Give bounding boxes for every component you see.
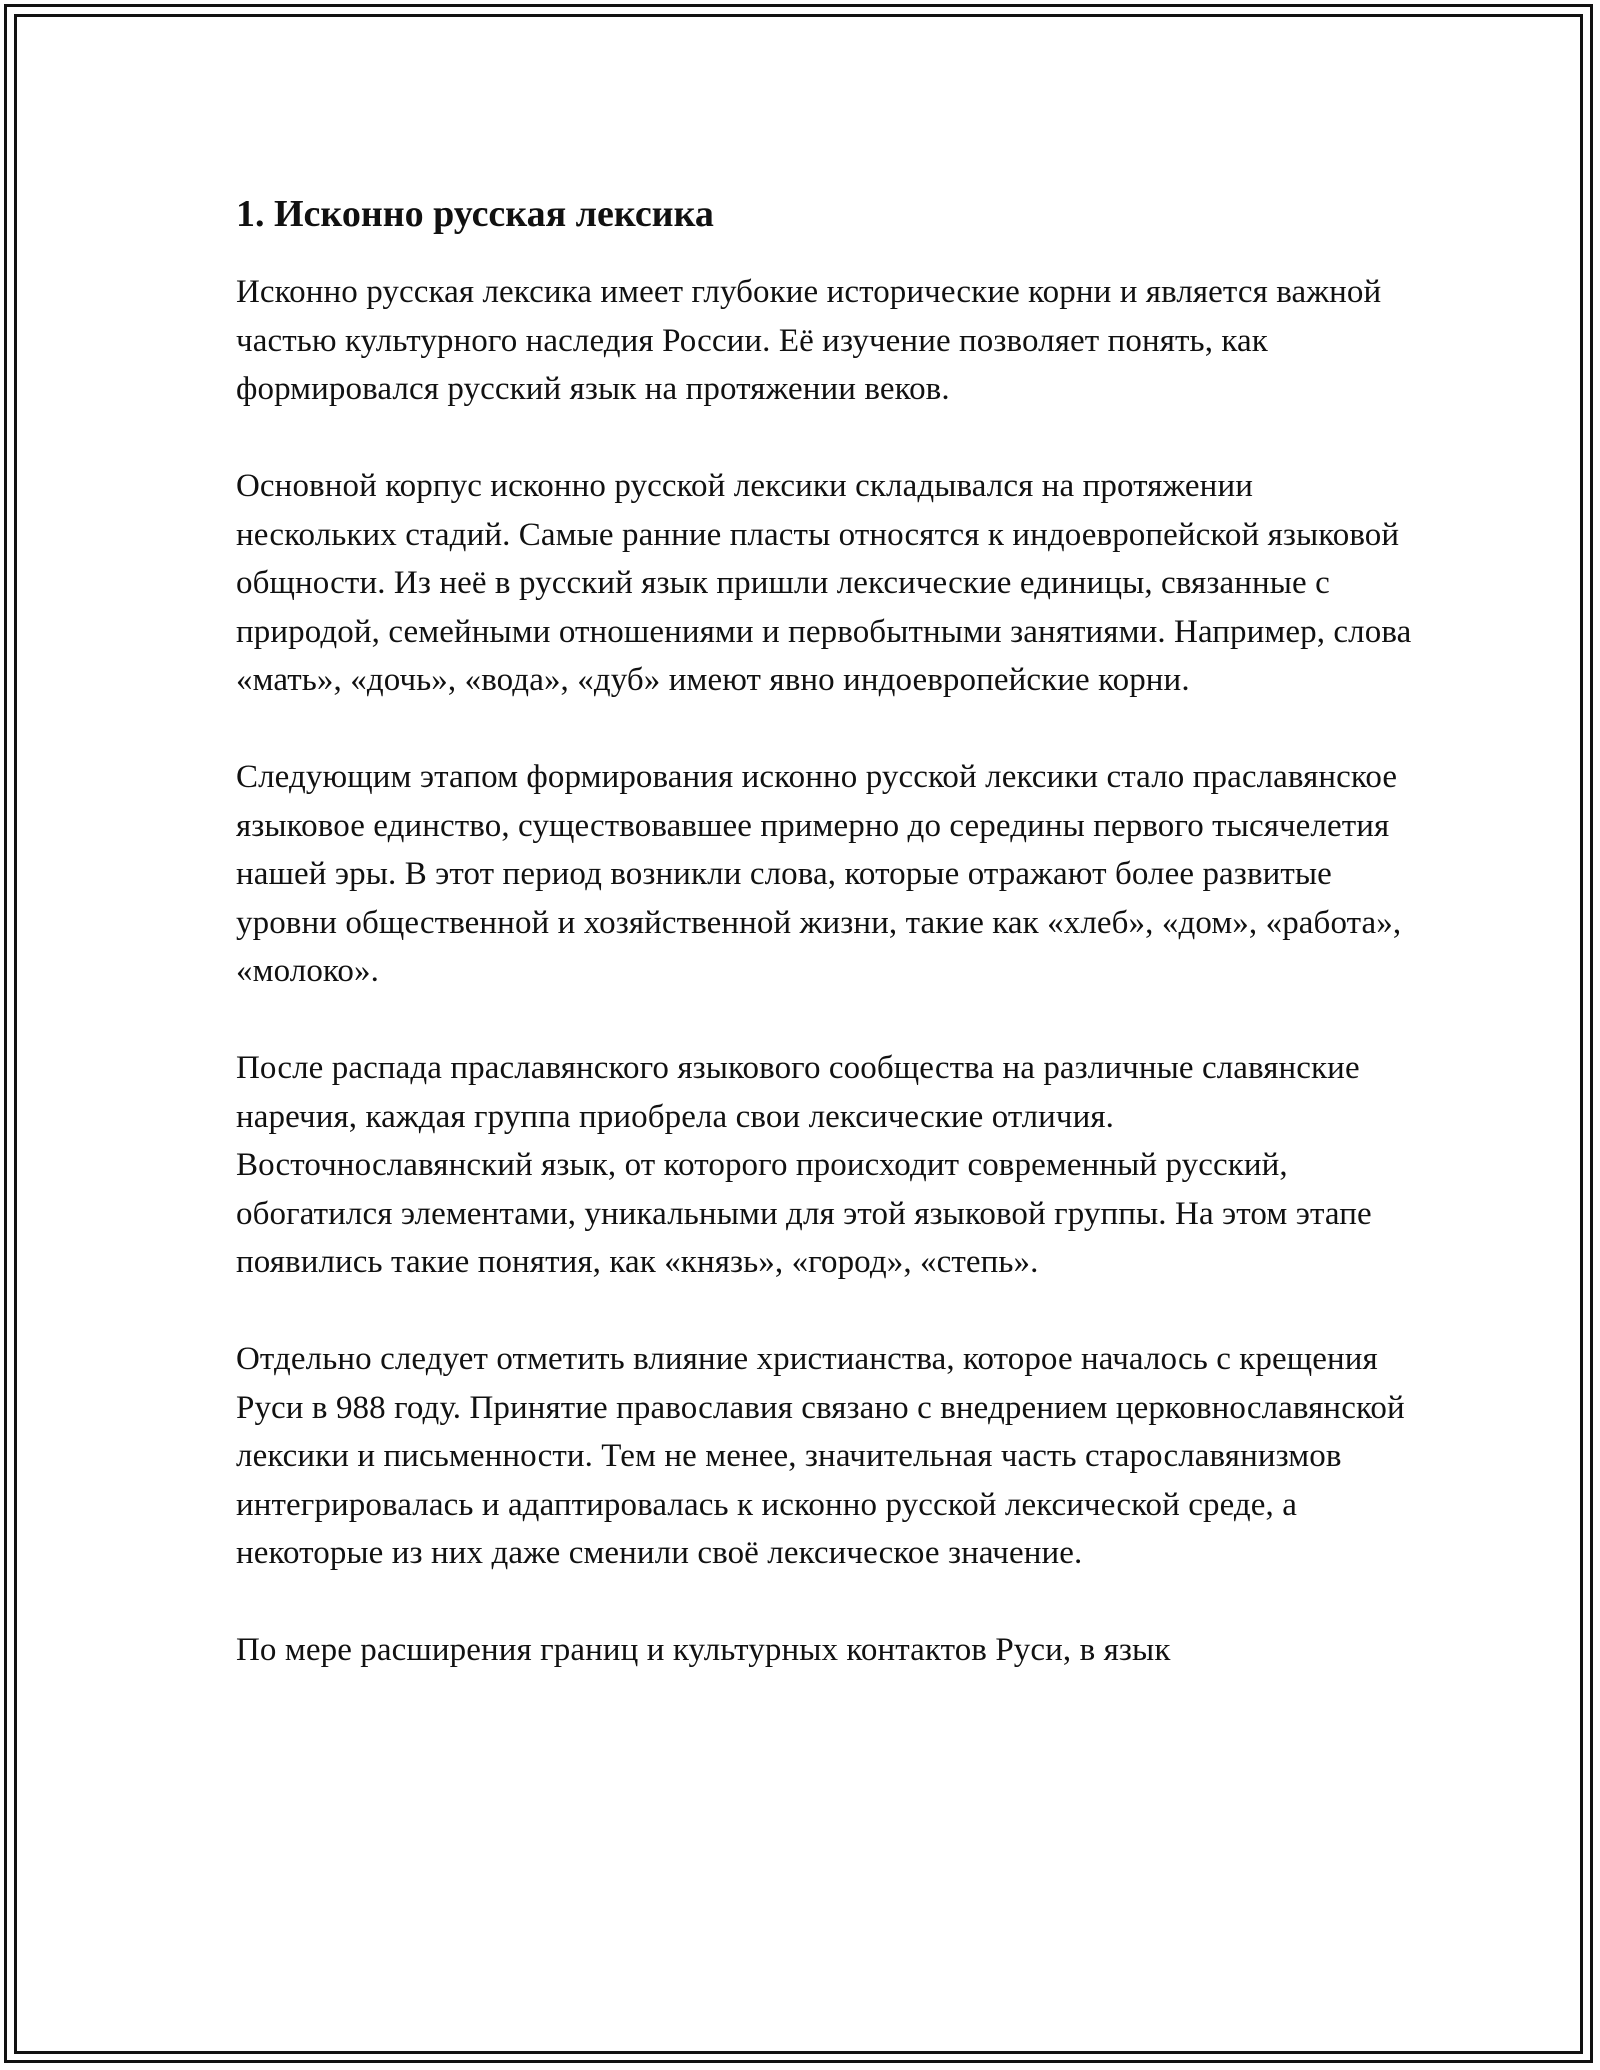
paragraph-christianity: Отдельно следует отметить влияние христианства, которое началось с крещения Руси в 988 году. Принятие православия связано с внедрением церковнославянской лексики и письменности. Тем не менее, значительная часть старославянизмов интегрировалась и адаптировалась к исконно русской лексической среде, а некоторые из них даже сменили своё лексическое значение. [236, 1341, 1405, 1571]
paragraph-expansion: По мере расширения границ и культурных контактов Руси, в язык [236, 1632, 1171, 1668]
paragraph-proto-slavic: Следующим этапом формирования исконно русской лексики стало праславянское языковое единство, существовавшее примерно до середины первого тысячелетия нашей эры. В этот период возникли слова, которые отражают более развитые уровни общественной и хозяйственной жизни, такие как «хлеб», «дом», «работа», «молоко». [236, 759, 1402, 989]
paragraph-indo-european: Основной корпус исконно русской лексики складывался на протяжении нескольких стадий. Самые ранние пласты относятся к индоевропейской языковой общности. Из неё в русский язык пришли лексические единицы, связанные с природой, семейными отношениями и первобытными занятиями. Например, слова «мать», «дочь», «вода», «дуб» имеют явно индоевропейские корни. [236, 468, 1412, 698]
document-body [236, 180, 1416, 1723]
section-heading: 1. Исконно русская лексика [236, 193, 714, 235]
paragraph-east-slavic: После распада праславянского языкового сообщества на различные славянские наречия, каждая группа приобрела свои лексические отличия. Восточнославянский язык, от которого происходит современный русский, обогатился элементами, уникальными для этой языковой группы. На этом этапе появились такие понятия, как «князь», «город», «степь». [236, 1050, 1372, 1280]
paragraph-intro: Исконно русская лексика имеет глубокие исторические корни и является важной частью культурного наследия России. Её изучение позволяет понять, как формировался русский язык на протяжении веков. [236, 274, 1382, 407]
